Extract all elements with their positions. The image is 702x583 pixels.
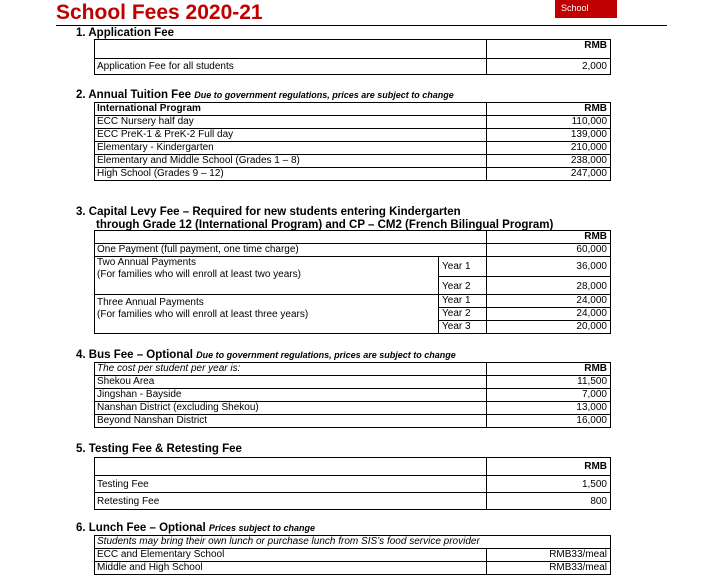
- table-header-row: [95, 103, 610, 115]
- page-title: School Fees 2020-21: [56, 1, 263, 24]
- table-row: Shekou Area 11,500: [95, 375, 610, 388]
- testing-fee-table: [94, 457, 611, 510]
- section-bus-heading: [76, 349, 456, 361]
- table-header-row: [95, 536, 610, 548]
- table-row: ECC and Elementary School RMB33/meal: [95, 548, 610, 561]
- table-row: ECC PreK-1 & PreK-2 Full day 139,000: [95, 128, 610, 141]
- table-header-row: [95, 458, 610, 475]
- table-row: [95, 58, 610, 74]
- fee-value: 2,000: [486, 59, 610, 75]
- section-testing-heading: 5. Testing Fee & Retesting Fee: [76, 443, 242, 455]
- table-row: Two Annual Payments (For families who will enroll at least two years) Year 1 36,000 Year 2 28,000: [95, 256, 610, 294]
- section-tuition-heading: [76, 89, 454, 101]
- fee-label: Application Fee for all students: [97, 60, 234, 72]
- heading-line-2: through Grade 12 (International Program) and CP – CM2 (French Bilingual Program): [96, 219, 554, 231]
- rmb-header: RMB: [486, 103, 610, 115]
- heading-note: Due to government regulations, prices are subject to change: [196, 350, 456, 360]
- table-row: ECC Nursery half day 110,000: [95, 115, 610, 128]
- bus-fee-table: [94, 362, 611, 428]
- capital-levy-table: [94, 230, 611, 334]
- section-capital-levy-heading: [76, 206, 553, 232]
- heading-note: Due to government regulations, prices are subject to change: [194, 90, 454, 100]
- lunch-note: Students may bring their own lunch or purchase lunch from SIS’s food service provider: [97, 536, 480, 547]
- table-row: Beyond Nanshan District 16,000: [95, 414, 610, 427]
- table-row: Elementary and Middle School (Grades 1 – 8) 238,000: [95, 154, 610, 167]
- table-row: One Payment (full payment, one time charge) 60,000: [95, 243, 610, 256]
- program-label: International Program: [97, 103, 201, 114]
- school-badge: School: [555, 0, 617, 18]
- tuition-fee-table: [94, 102, 611, 181]
- lunch-fee-table: [94, 535, 611, 575]
- section-application-heading: 1. Application Fee: [76, 27, 174, 39]
- application-fee-table: [94, 39, 611, 75]
- section-lunch-heading: [76, 522, 315, 534]
- heading-note: Prices subject to change: [208, 523, 315, 533]
- table-row: Testing Fee 1,500: [95, 475, 610, 492]
- table-row: High School (Grades 9 – 12) 247,000: [95, 167, 610, 180]
- table-header-row: [95, 363, 610, 375]
- heading-line-1: 3. Capital Levy Fee – Required for new students entering Kindergarten: [76, 206, 461, 218]
- rmb-header: RMB: [486, 231, 610, 243]
- rmb-header: RMB: [486, 363, 610, 375]
- cost-label: The cost per student per year is:: [97, 363, 241, 374]
- table-row: Jingshan - Bayside 7,000: [95, 388, 610, 401]
- table-row: Retesting Fee 800: [95, 492, 610, 509]
- table-header-row: [95, 231, 610, 243]
- title-divider: [56, 25, 667, 26]
- heading-text: 6. Lunch Fee – Optional: [76, 522, 206, 534]
- table-header-row: [95, 40, 610, 58]
- heading-text: 4. Bus Fee – Optional: [76, 349, 193, 361]
- rmb-header: RMB: [486, 458, 610, 475]
- table-row: Nanshan District (excluding Shekou) 13,000: [95, 401, 610, 414]
- table-row: Elementary - Kindergarten 210,000: [95, 141, 610, 154]
- table-row: Middle and High School RMB33/meal: [95, 561, 610, 575]
- table-row: Three Annual Payments (For families who will enroll at least three years) Year 1 24,000 Year 2 24,000 Year 3 20,000: [95, 294, 610, 333]
- heading-text: 2. Annual Tuition Fee: [76, 89, 191, 101]
- rmb-header: RMB: [486, 40, 610, 58]
